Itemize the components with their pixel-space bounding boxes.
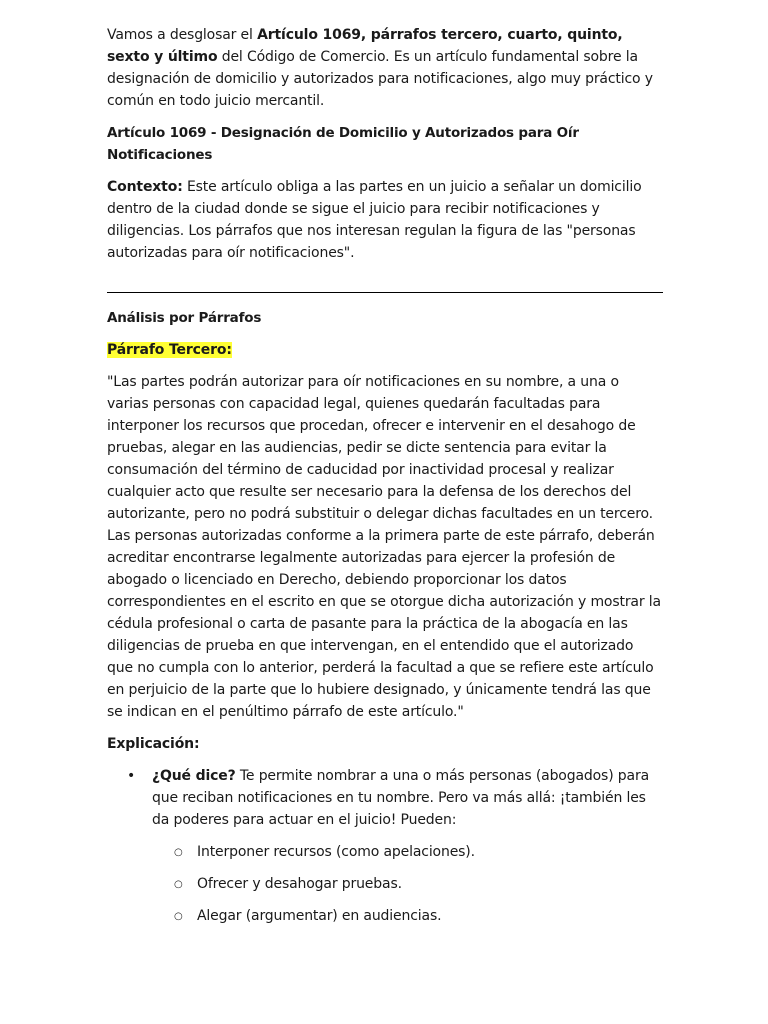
quoted-paragraph: "Las partes podrán autorizar para oír notificaciones en su nombre, a una o varias personas con capacidad legal, quienes quedarán facultadas para interponer los recursos que procedan, ofrecer e intervenir en el desahogo de pruebas, alegar en las audiencias, pedir se dicte sentencia para evitar la consumación del término de caducidad por inactividad procesal y realizar cualquier acto que resulte ser necesario para la defensa de los derechos del autorizante, pero no podrá substituir o delegar dichas facultades en un tercero. Las personas autorizadas conforme a la primera parte de este párrafo, deberán acreditar encontrarse legalmente autorizadas para ejercer la profesión de abogado o licenciado en Derecho, debiendo proporcionar los datos correspondientes en el escrito en que se otorgue dicha autorización y mostrar la cédula profesional o carta de pasante para la práctica de la abogacía en las diligencias de prueba en que intervengan, en el entendido que el autorizado que no cumpla con lo anterior, perderá la facultad a que se refiere este artículo en perjuicio de la parte que lo hubiere designado, y únicamente tendrá las que se indican en el penúltimo párrafo de este artículo."	[107, 374, 661, 720]
sub-list	[152, 841, 663, 927]
sub-list-item: ○ Ofrecer y desahogar pruebas.	[152, 873, 663, 895]
document-page	[107, 24, 663, 937]
context-text: Este artículo obliga a las partes en un juicio a señalar un domicilio dentro de la ciudad donde se sigue el juicio para recibir notificaciones y diligencias. Los párrafos que nos interesan regulan la figura de las "personas autorizadas para oír notificaciones".	[107, 179, 642, 261]
intro-text-start: Vamos a desglosar el	[107, 27, 258, 43]
paragraph-label-line	[107, 339, 663, 361]
intro-article-reference: Artículo 1069, párrafos tercero, cuarto, quinto, sexto y último	[107, 27, 623, 65]
bullet-text: Te permite nombrar a una o más personas (abogados) para que reciban notificaciones en tu nombre. Pero va más allá: ¡también les da poderes para actuar en el juicio! Pueden:	[152, 768, 650, 828]
analysis-heading: Análisis por Párrafos	[107, 310, 262, 326]
bullet-label: ¿Qué dice?	[152, 768, 236, 784]
context-label: Contexto:	[107, 179, 183, 195]
paragraph-label-highlight: Párrafo Tercero:	[107, 342, 232, 358]
explanation-label-line	[107, 733, 663, 755]
intro-paragraph	[107, 24, 663, 112]
article-title: Artículo 1069 - Designación de Domicilio y Autorizados para Oír Notificaciones	[107, 125, 579, 163]
list-item	[107, 765, 663, 927]
context-paragraph	[107, 176, 663, 264]
explanation-label: Explicación:	[107, 736, 200, 752]
sub-list-item: ○ Interponer recursos (como apelaciones).	[152, 841, 663, 863]
explanation-list	[107, 765, 663, 927]
sub-list-item: ○ Alegar (argumentar) en audiencias.	[152, 905, 663, 927]
intro-text-end: del Código de Comercio. Es un artículo fundamental sobre la designación de domicilio y autorizados para notificaciones, algo muy práctico y común en todo juicio mercantil.	[107, 49, 653, 109]
section-divider	[107, 292, 663, 293]
